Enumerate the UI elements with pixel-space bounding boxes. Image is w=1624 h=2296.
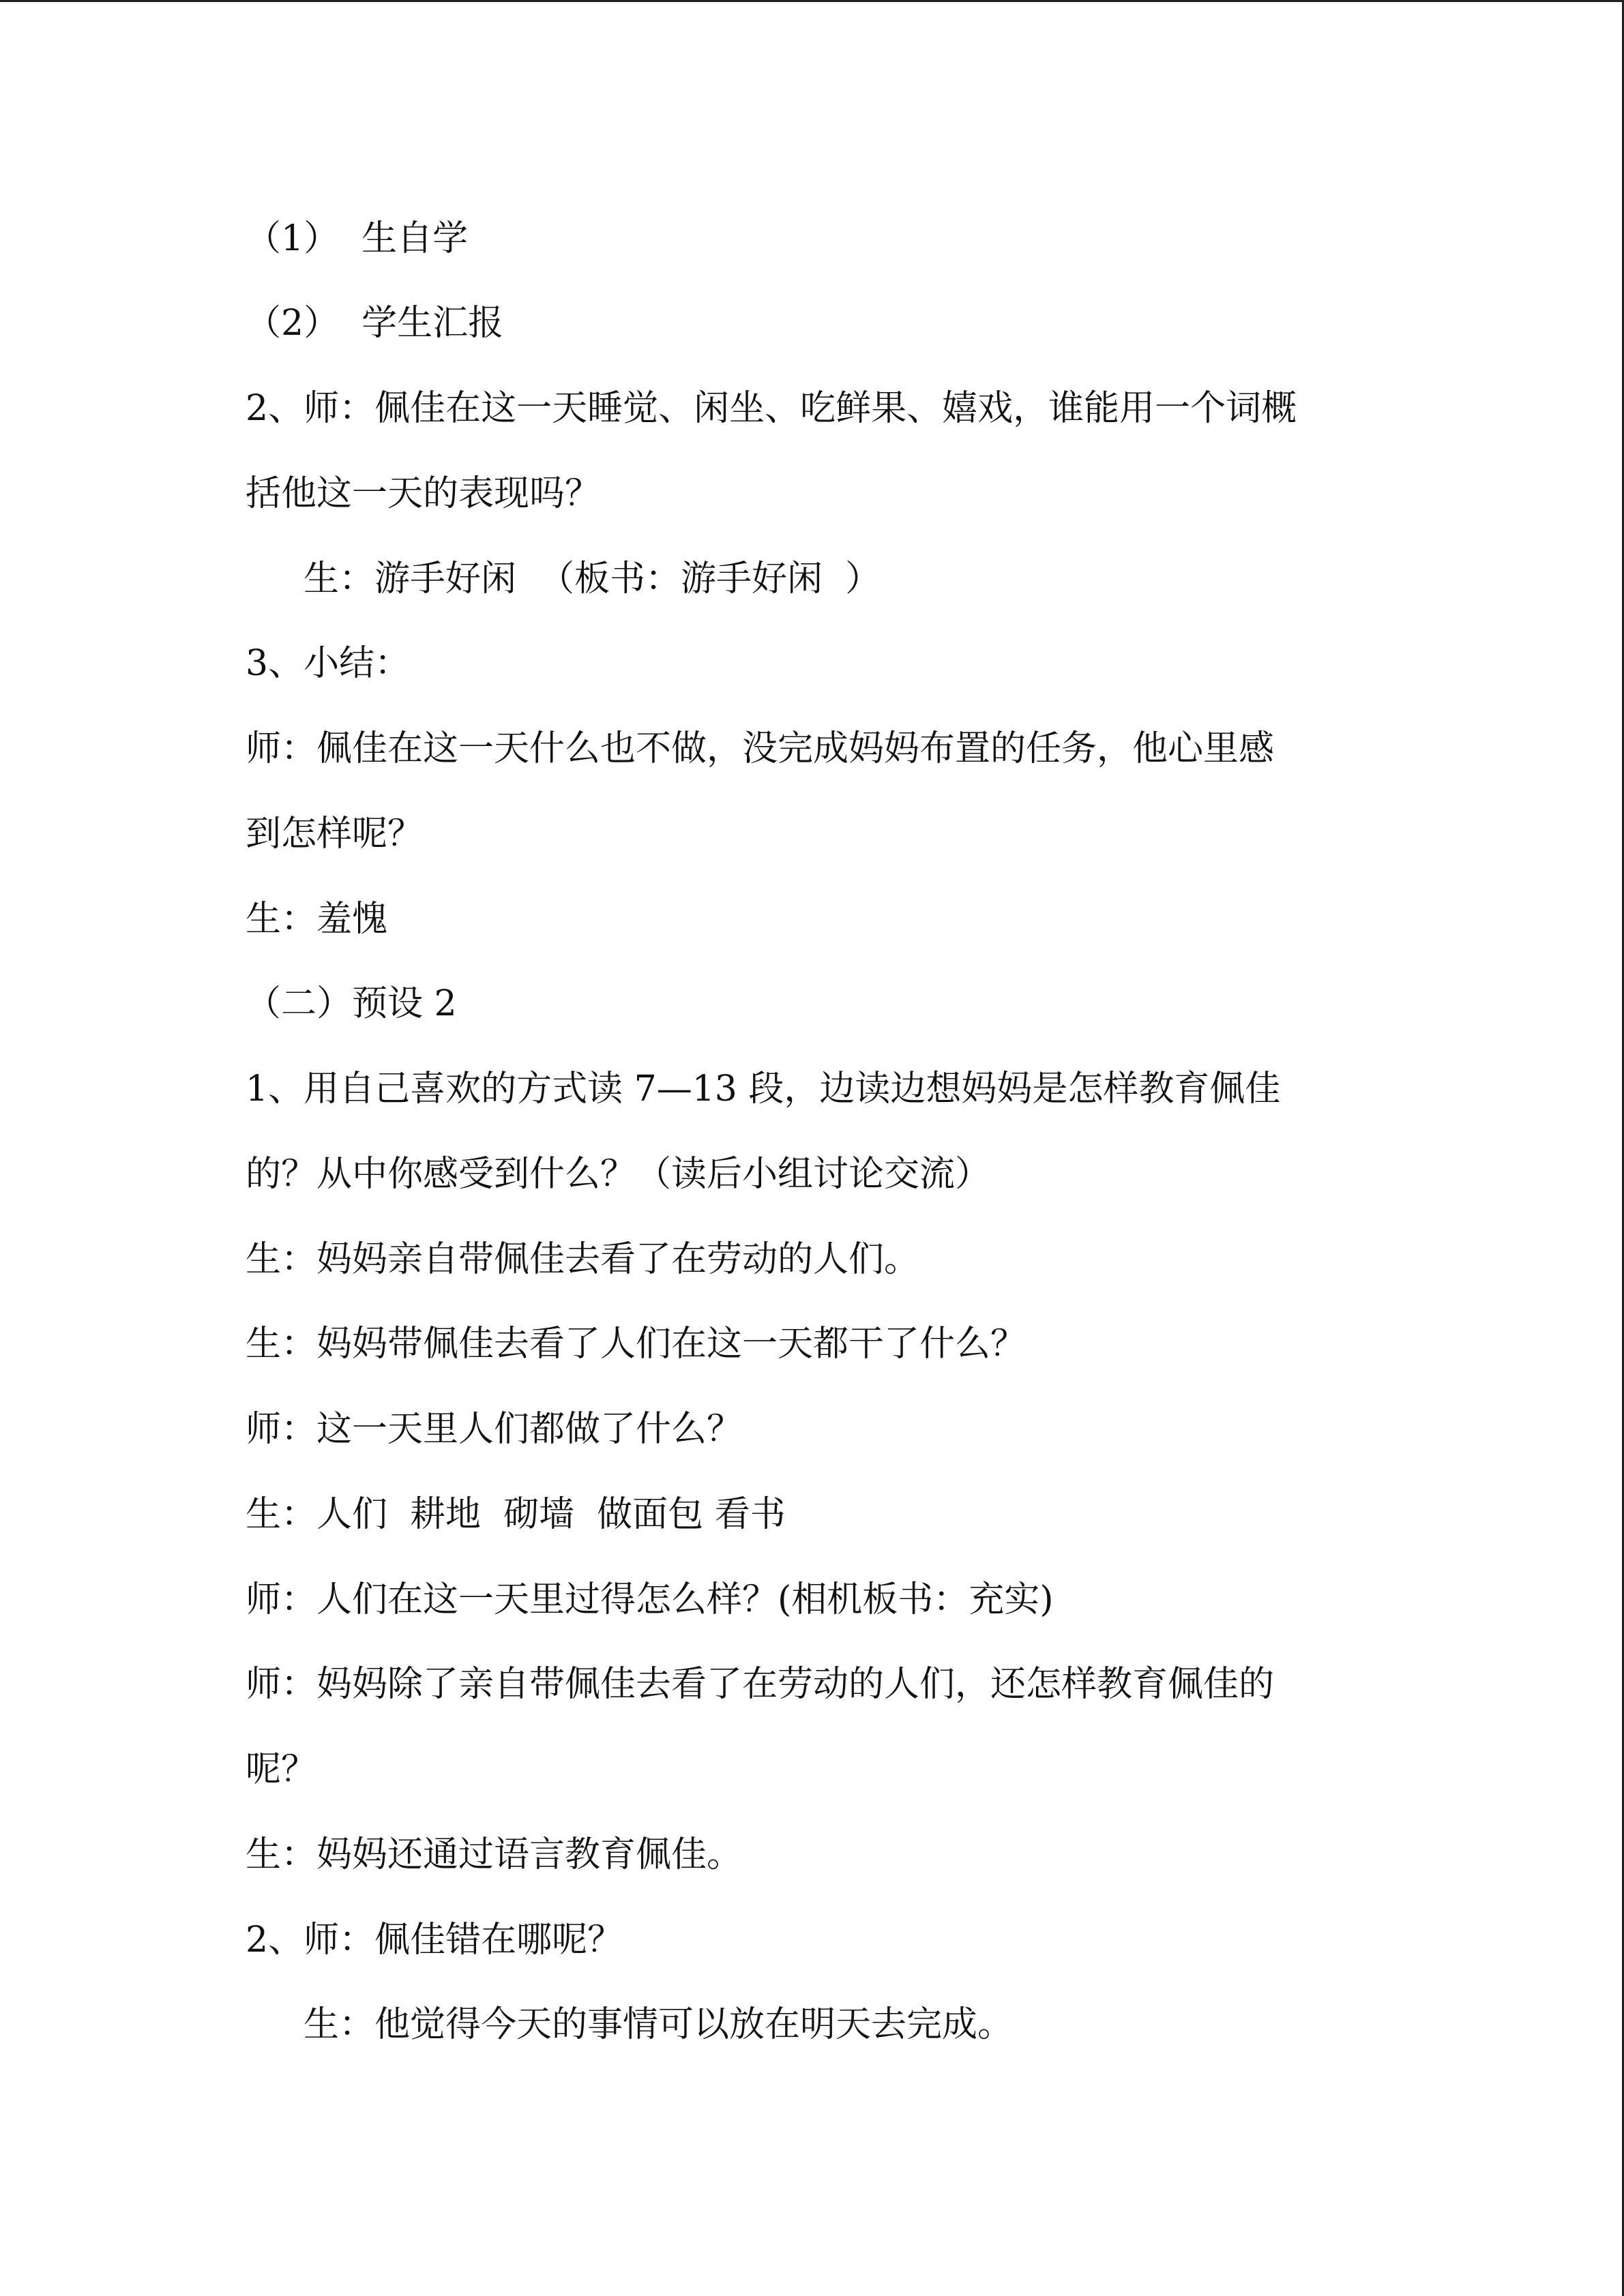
text-line-12: 的？从中你感受到什么？（读后小组讨论交流） xyxy=(246,1154,991,1195)
text-line-7: 师：佩佳在这一天什么也不做，没完成妈妈布置的任务，他心里感 xyxy=(246,728,1275,769)
text-line-11: 1、用自己喜欢的方式读 7—13 段，边读边想妈妈是怎样教育佩佳 xyxy=(246,1069,1281,1109)
text-line-8: 到怎样呢？ xyxy=(246,814,424,854)
text-line-2: （2） 学生汇报 xyxy=(246,303,504,344)
text-line-13: 生：妈妈亲自带佩佳去看了在劳动的人们。 xyxy=(246,1239,920,1280)
text-line-9: 生：羞愧 xyxy=(246,899,388,940)
text-line-18: 师：妈妈除了亲自带佩佳去看了在劳动的人们，还怎样教育佩佳的 xyxy=(246,1664,1275,1705)
text-line-15: 师：这一天里人们都做了什么？ xyxy=(246,1409,743,1450)
text-line-20: 生：妈妈还通过语言教育佩佳。 xyxy=(246,1834,743,1875)
text-line-21: 2、师：佩佳错在哪呢？ xyxy=(246,1920,623,1960)
top-border-line xyxy=(0,0,1624,2)
text-line-19: 呢？ xyxy=(246,1749,317,1790)
text-line-5: 生：游手好闲 （板书：游手好闲 ） xyxy=(304,558,881,599)
text-line-1: （1） 生自学 xyxy=(246,218,469,259)
text-line-17: 师：人们在这一天里过得怎么样？(相机板书：充实) xyxy=(246,1579,1054,1620)
text-line-6: 3、小结： xyxy=(246,643,411,684)
text-line-16: 生：人们 耕地 砌墙 做面包 看书 xyxy=(246,1494,786,1535)
text-line-10: （二）预设 2 xyxy=(246,983,457,1024)
text-line-3: 2、师：佩佳在这一天睡觉、闲坐、吃鲜果、嬉戏，谁能用一个词概 xyxy=(246,388,1297,429)
text-line-4: 括他这一天的表现吗？ xyxy=(246,473,601,514)
text-line-14: 生：妈妈带佩佳去看了人们在这一天都干了什么？ xyxy=(246,1324,1027,1365)
text-line-22: 生：他觉得今天的事情可以放在明天去完成。 xyxy=(304,2004,1014,2045)
